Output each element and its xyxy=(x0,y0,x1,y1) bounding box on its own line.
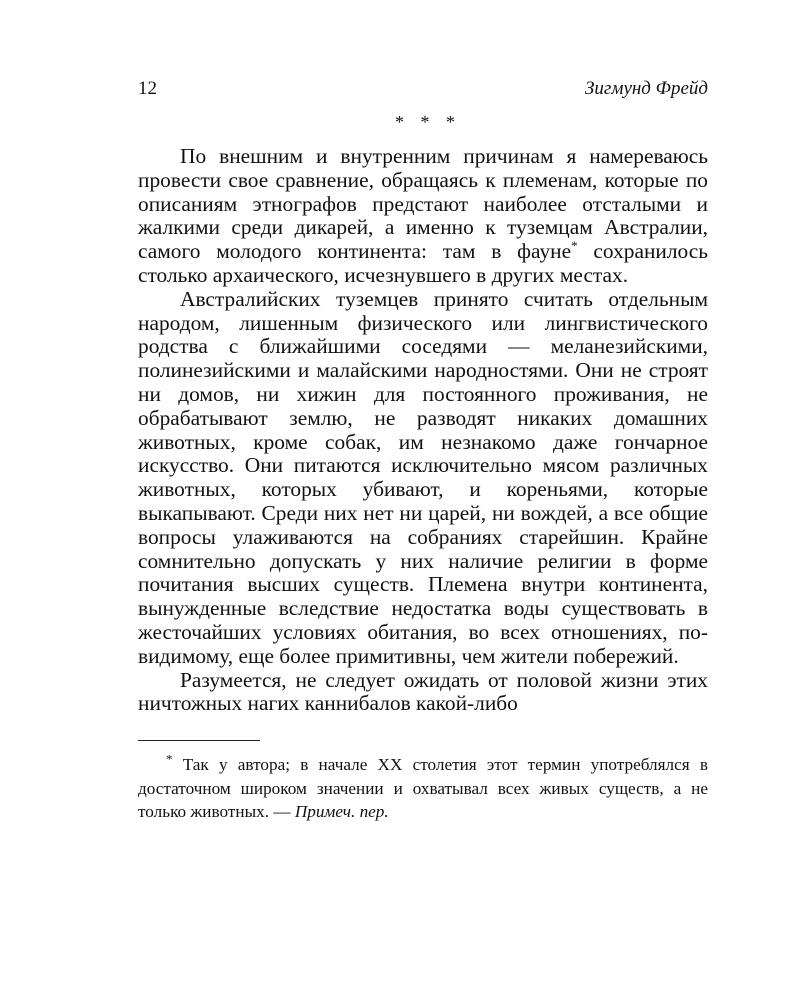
running-head xyxy=(138,78,708,108)
paragraph-1-text: По внешним и внутренним причинам я намереваюсь провести свое сравнение, обращаясь к племенам, которые по описаниям этнографов предстают наиболее отсталыми и жалкими среди дикарей, а именно к туземцам Австралии, самого молодого континента: там в фауне xyxy=(138,144,708,264)
footnote-marker: * xyxy=(571,238,578,254)
footnote-marker-ref: * xyxy=(166,751,173,767)
page-number: 12 xyxy=(138,78,157,99)
paragraph-1 xyxy=(138,145,708,288)
paragraph-1-text-continued: сохранилось столько архаического, исчезнувшего в других местах. xyxy=(138,239,709,287)
footnote xyxy=(138,753,708,824)
paragraph-3: Разумеется, не следует ожидать от половой жизни этих ничтожных нагих каннибалов какой-либо xyxy=(138,667,708,716)
footnote-text: Так у автора; в начале XX столетия этот термин употреблялся в достаточном широком значении и охватывал всех живых существ, а не только животных. — xyxy=(138,755,708,822)
book-page xyxy=(138,78,708,824)
footnote-divider xyxy=(138,740,260,741)
paragraph-2: Австралийских туземцев принято считать отдельным народом, лишенным физического или лингвистического родства с ближайшими соседями — меланезийскими, полинезийскими и малайскими народностями. Они не строят ни домов, ни хижин для постоянного проживания, не обрабатывают землю, не разводят никаких домашних животных, кроме собак, им незнакомо даже гончарное искусство. Они питаются исключительно мясом различных животных, которых убивают, и кореньями, которые выкапывают. Среди них нет ни царей, ни вождей, а все общие вопросы улаживаются на собраниях старейшин. Крайне сомнительно допускать у них наличие религии в форме почитания высших существ. Племена внутри континента, вынужденные вследствие недостатка воды существовать в жесточайших условиях обитания, во всех отношениях, по-видимому, еще более примитивны, чем жители побережий. xyxy=(138,286,708,668)
section-break: * * * xyxy=(395,112,461,132)
running-title: Зигмунд Фрейд xyxy=(585,78,708,99)
translator-note: Примеч. пер. xyxy=(294,802,389,822)
body-text xyxy=(138,145,708,716)
